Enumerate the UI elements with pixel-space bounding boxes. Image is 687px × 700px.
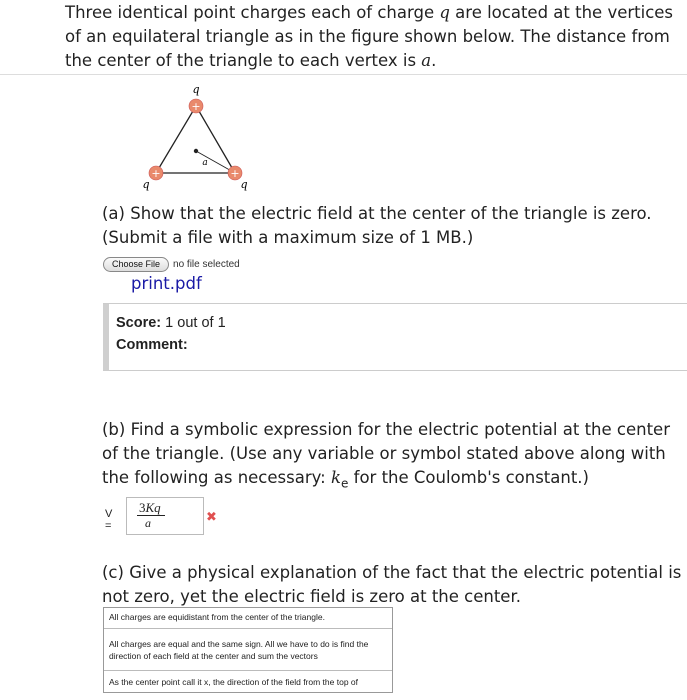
fraction-numerator: 3Kq <box>139 500 161 515</box>
part-c-question: (c) Give a physical explanation of the fact that the electric potential is not zero, yet the electric field is zero at the center. <box>102 563 682 606</box>
label-q-right: q <box>240 178 248 191</box>
answer-c-divider <box>104 628 393 629</box>
svg-text:+: + <box>151 167 161 180</box>
score-line: Score: 1 out of 1 <box>116 315 226 331</box>
part-b-question: (b) Find a symbolic expression for the electric potential at the center of the triangle. (Use any variable or symbol stated above along with the following as necessary: $k_e$ for the Coulomb's constant.) <box>102 420 670 491</box>
v-label: V = <box>105 508 113 532</box>
svg-text:+: + <box>191 100 201 113</box>
answer-c-line-2: All charges are equal and the same sign. All we have to do is find the direction of each field at the center and sum the vectors <box>109 639 369 661</box>
label-q-left: q <box>142 178 150 191</box>
fraction-denominator: a <box>145 516 151 530</box>
label-q-top: q <box>192 83 200 96</box>
comment-line: Comment: <box>116 337 188 353</box>
label-a: a <box>202 158 208 168</box>
fraction-line <box>137 515 165 516</box>
score-box-bar <box>103 304 109 370</box>
answer-c-textarea[interactable] <box>103 607 393 693</box>
charge-top <box>189 99 203 113</box>
answer-c-line-1: All charges are equidistant from the center of the triangle. <box>109 612 325 622</box>
uploaded-file-link[interactable]: print.pdf <box>131 274 202 293</box>
x-mark-icon: ✖ <box>206 510 217 525</box>
answer-c-line-3: As the center point call it x, the direction of the field from the top of <box>109 677 358 687</box>
problem-statement: Three identical point charges each of charge q are located at the vertices of an equilateral triangle as in the figure shown below. The distance from the center of the triangle to each vertex is a. <box>65 3 674 70</box>
score-box <box>103 303 687 371</box>
no-file-text: no file selected <box>173 258 240 270</box>
svg-text:+: + <box>230 167 240 180</box>
problem-intro <box>0 0 687 75</box>
file-upload-row <box>103 256 240 272</box>
choose-file-button[interactable]: Choose File <box>103 257 169 272</box>
charge-left <box>149 166 163 180</box>
answer-c-divider <box>104 670 393 671</box>
part-a-question: (a) Show that the electric field at the center of the triangle is zero. (Submit a file with a maximum size of 1 MB.) <box>102 204 652 247</box>
triangle-figure <box>130 82 260 192</box>
answer-b-input[interactable] <box>126 497 204 535</box>
